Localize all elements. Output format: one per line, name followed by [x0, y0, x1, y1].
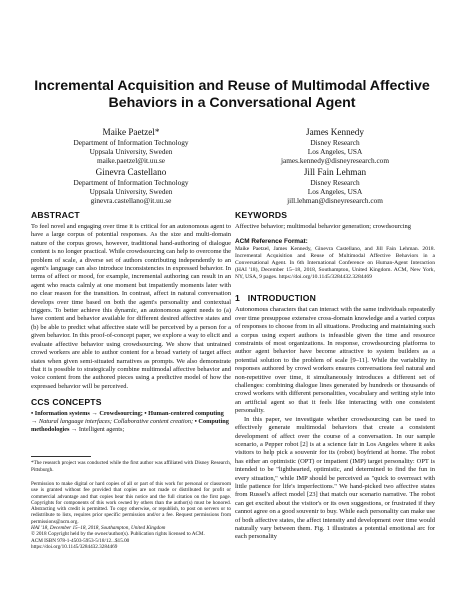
author-name: James Kennedy [306, 127, 364, 137]
left-column [31, 210, 231, 550]
ccs-bold-2: • Computing methodologies [31, 418, 229, 434]
author-affiliation: Disney Research [310, 178, 360, 187]
reference-heading: ACM Reference Format: [235, 238, 308, 246]
author-email: ginevra.castellano@it.uu.se [90, 196, 172, 206]
author-block-3 [31, 167, 231, 206]
ccs-heading: CCS CONCEPTS [31, 397, 102, 408]
author-name: Ginevra Castellano [95, 167, 167, 177]
ccs-italic-1: → Natural language interfaces; Collaborative content creation; [31, 418, 194, 426]
copyright-line: © 2018 Copyright held by the owner/author(s). Publication rights licensed to ACM. [31, 531, 205, 538]
author-org: Los Angeles, USA [307, 147, 363, 157]
footnote-rule [31, 456, 91, 457]
venue-line: HAI '18, December 15–18, 2018, Southampton, United Kingdom [31, 525, 166, 532]
ccs-bold-1: • Information systems → Crowdsourcing; • Human-centered computing [31, 410, 224, 418]
ccs-concepts [31, 410, 231, 434]
ccs-rest-2: → Intelligent agents; [69, 426, 125, 434]
author-email: maike.paetzel@it.uu.se [96, 156, 166, 166]
author-org: Uppsala University, Sweden [89, 187, 173, 197]
footnote-text: *The research project was conducted while the first author was affiliated with Disney Research, Pittsburgh. [31, 460, 231, 473]
paper-title: Incremental Acquisition and Reuse of Multimodal Affective Behaviors in a Conversational Agent [34, 78, 430, 111]
isbn-line: ACM ISBN 978-1-4503-5953-5/18/12...$15.00 [31, 537, 130, 544]
intro-paragraph-1: Autonomous characters that can interact with the same individuals repeatedly over time presuppose extensive cross-domain knowledge and a varied corpus of responses to choose from in all situations. Producing and maintaining such a corpus using expert authors is infeasible given the time and resource constraints of most organizations. In response, crowdsourcing platforms to author agent behavior have become attractive to system builders as a potential solution to the problem of scale [9–11]. While the variability in responses authored by crowd workers ensures conversations feel natural and non-repetitive over time, it simultaneously introduces a different set of challenges: combining dialogue lines generated by hundreds or thousands of crowd workers with different personalities, vocabulary and writing style into an artificial agent so that it feels like interacting with one consistent personality. [235, 306, 435, 415]
author-block-1 [31, 127, 231, 166]
author-name: Jill Fain Lehman [303, 167, 367, 177]
right-column [235, 210, 435, 542]
doi-line: https://doi.org/10.1145/3284432.3284469 [31, 543, 118, 550]
keywords-text: Affective behavior; multimodal behavior generation; crowdsourcing [235, 223, 411, 230]
author-affiliation: Department of Information Technology [73, 178, 189, 187]
author-affiliation: Disney Research [310, 138, 360, 147]
author-org: Los Angeles, USA [307, 187, 363, 197]
author-name: Maike Paetzel* [102, 127, 160, 137]
permission-text: Permission to make digital or hard copies of all or part of this work for personal or classroom use is granted without fee provided that copies are not made or distributed for profit or commercial advantage and that copies bear this notice and the full citation on the first page. Copyrights for components of this work owned by others than the author(s) must be honored. Abstracting with credit is permitted. To copy otherwise, or republish, to post on servers or to redistribute to lists, requires prior specific permission and/or a fee. Request permissions from permissions@acm.org. [31, 481, 231, 525]
intro-heading: 1 INTRODUCTION [235, 293, 317, 304]
keywords-heading: KEYWORDS [235, 210, 288, 220]
author-affiliation: Department of Information Technology [73, 138, 189, 147]
intro-paragraph-2: In this paper, we investigate whether crowdsourcing can be used to effectively generate multimodal behaviors that create a consistent development of affect over the course of a conversation. In our sample scenario, a Pepper robot [2] is at a science fair in Los Angeles where it asks visitors to help pick a souvenir for its (robot) boyfriend at home. The robot has either an optimistic (OPT) or impatient (IMP) target personality: OPT is intended to be "lighthearted, optimistic, and determined to find the fun in every situation," while IMP should be perceived as "quick to overreact with little patience for life's imperfections." We hand-picked two affective states from Russel's affect model [23] that match our scenario narrative. The robot can get excited about the visitor's or its own suggestions, or frustrated if they cannot agree on a good souvenir to buy. While each personality can make use of both affective states, the affect intensity and development over time would naturally vary between them. Fig. 1 illustrates a potential emotional arc for each personality [235, 415, 435, 541]
author-block-2 [235, 127, 435, 166]
acm-reference [235, 238, 435, 281]
reference-text: Maike Paetzel, James Kennedy, Ginevra Castellano, and Jill Fain Lehman. 2018. Incremental Acquisition and Reuse of Multimodal Affective Behaviors in a Conversational Agent. In 6th International Conference on Human-Agent Interaction (HAI '18), December 15–18, 2018, Southampton, United Kingdom. ACM, New York, NY, USA, 9 pages. https://doi.org/10.1145/3284432.3284469 [235, 246, 435, 281]
author-block-4 [235, 167, 435, 206]
author-email: jill.lehman@disneyresearch.com [287, 196, 383, 206]
abstract-heading: ABSTRACT [31, 210, 80, 220]
abstract-text: To feel novel and engaging over time it is critical for an autonomous agent to have a large corpus of potential responses. As the size and multi-domain nature of the corpus grows, however, traditional hand-authoring of dialogue content is no longer practical. While crowdsourcing can help to overcome the problem of scale, a diverse set of authors contributing independently to an agent's language can also introduce inconsistencies in expressed behavior. In terms of affect or mood, for example, incremental authoring can result in an agent who reacts calmly at one moment but impatiently moments later with no clear reason for the transition. In contrast, affect in natural conversation develops over time based on both the agent's personality and contextual triggers. To better achieve this dynamic, an autonomous agent needs to (a) have content and behavior available for different desired affective states and (b) be able to predict what affective state will be perceived by a person for a given behavior. In this proof-of-concept paper, we explore a way to elicit and evaluate affective behavior using crowdsourcing. We show that untrained crowd workers are able to author content for a broad variety of target affect states when given semi-situated narratives as prompts. We also demonstrate that it is possible to strategically combine multimodal affective behavior and voice content from the authored pieces using a predictive model of how the expressed behavior will be perceived. [31, 223, 231, 390]
author-org: Uppsala University, Sweden [89, 147, 173, 157]
author-email: james.kennedy@disneyresearch.com [280, 156, 390, 166]
